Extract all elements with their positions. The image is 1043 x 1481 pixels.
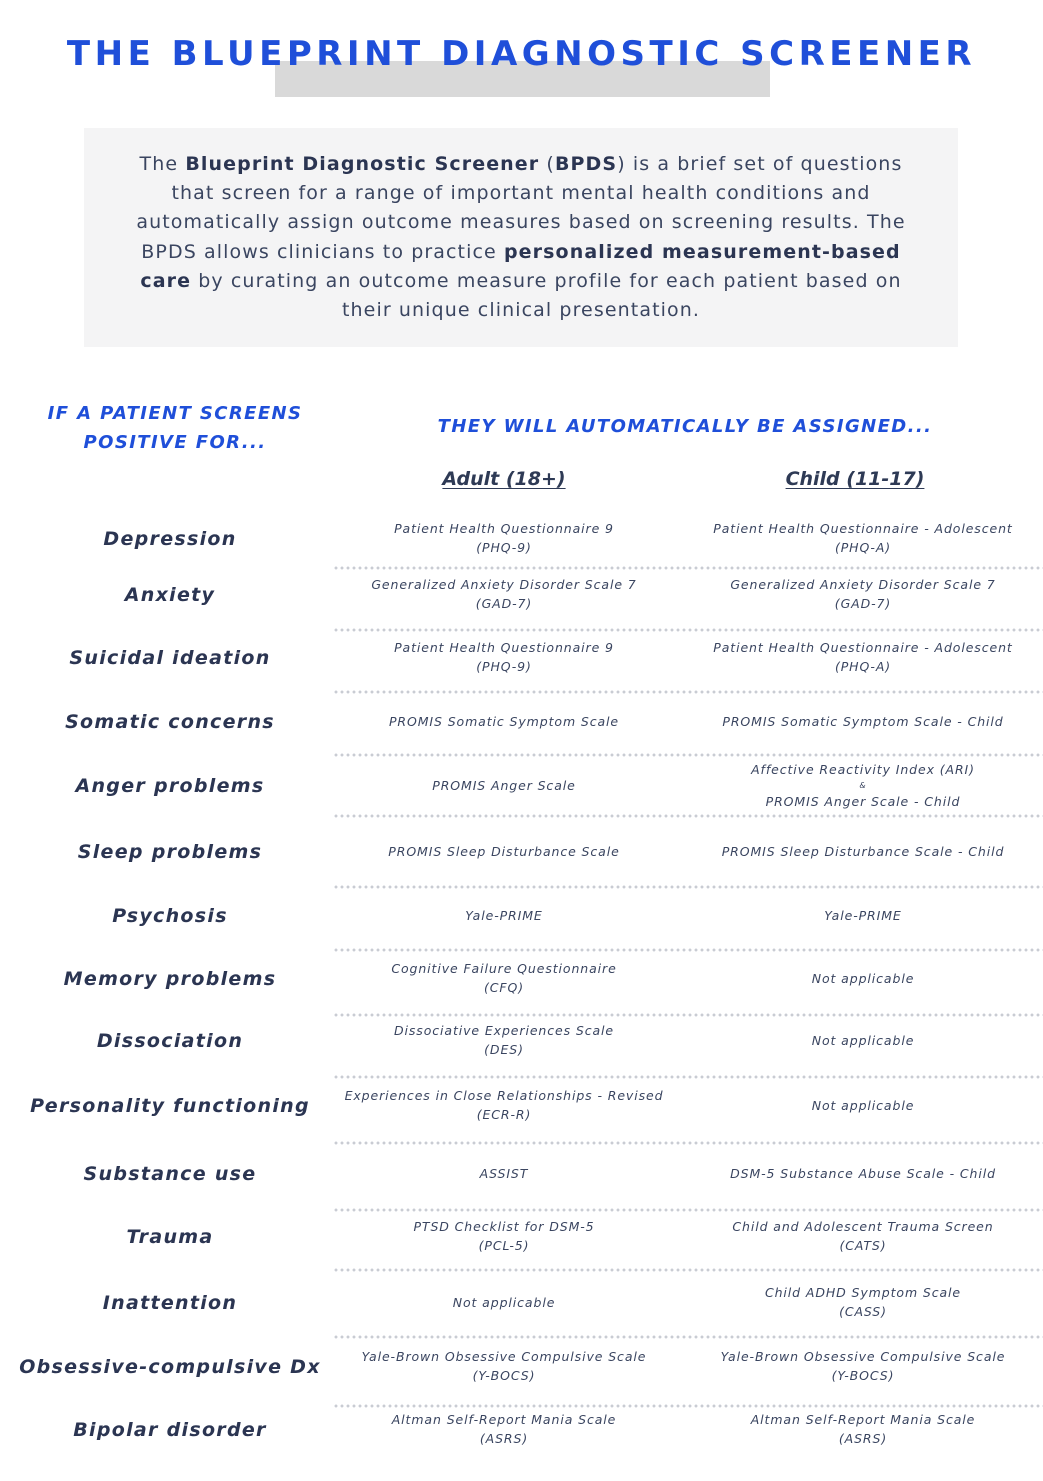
adult-measure-abbreviation: (PHQ-9) <box>476 659 532 674</box>
adult-measure-name: PROMIS Sleep Disturbance Scale <box>388 844 620 859</box>
condition-label: Inattention <box>102 1292 238 1314</box>
row-separator <box>333 1404 1043 1408</box>
adult-measure-name: Generalized Anxiety Disorder Scale 7 <box>371 577 637 592</box>
condition-label: Sleep problems <box>77 841 263 863</box>
adult-measure-cell <box>324 776 684 795</box>
condition-label: Bipolar disorder <box>73 1419 267 1441</box>
child-measure-name: Not applicable <box>811 1033 915 1048</box>
child-measure-cell <box>683 1031 1043 1050</box>
condition-label: Obsessive-compulsive Dx <box>19 1356 321 1378</box>
adult-measure-name: Dissociative Experiences Scale <box>393 1023 615 1038</box>
adult-measure-name: Yale-Brown Obsessive Compulsive Scale <box>361 1349 647 1364</box>
adult-measure-abbreviation: (ASRS) <box>479 1431 529 1446</box>
adult-measure-name: Patient Health Questionnaire 9 <box>394 521 614 536</box>
intro-text-2: ( <box>539 153 555 175</box>
adult-measure-cell <box>324 1217 684 1255</box>
condition-label: Depression <box>103 528 237 550</box>
condition-label: Memory problems <box>63 968 277 990</box>
adult-measure-cell <box>324 519 684 557</box>
row-separator <box>333 690 1043 694</box>
child-measure-abbreviation: (GAD-7) <box>834 596 892 611</box>
child-measure-cell <box>683 712 1043 731</box>
row-separator <box>333 566 1043 570</box>
row-separator <box>333 1268 1043 1272</box>
row-separator <box>333 1141 1043 1145</box>
child-measure-cell <box>683 1410 1043 1448</box>
child-measure-name: Child ADHD Symptom Scale <box>764 1285 962 1300</box>
row-separator <box>333 1075 1043 1079</box>
child-measure-abbreviation: (CATS) <box>839 1238 887 1253</box>
child-measure-cell <box>683 1096 1043 1115</box>
child-measure-name: Not applicable <box>811 1098 915 1113</box>
adult-measure-cell <box>324 1086 684 1124</box>
child-measure-abbreviation: (CASS) <box>839 1304 887 1319</box>
adult-measure-abbreviation: (PCL-5) <box>478 1238 530 1253</box>
adult-measure-abbreviation: (GAD-7) <box>475 596 533 611</box>
intro-bold-bpds: BPDS <box>554 153 618 175</box>
assignment-column-header: THEY WILL AUTOMATICALLY BE ASSIGNED... <box>437 416 933 437</box>
adult-measure-abbreviation: (DES) <box>484 1042 524 1057</box>
adult-measure-cell <box>324 1293 684 1312</box>
adult-measure-cell <box>324 1021 684 1059</box>
child-measure-cell <box>683 1164 1043 1183</box>
adult-measure-cell <box>324 1410 684 1448</box>
condition-header-line-2: POSITIVE FOR... <box>83 432 267 453</box>
adult-measure-name: PROMIS Anger Scale <box>432 778 576 793</box>
row-separator <box>333 628 1043 632</box>
child-measure-name: Generalized Anxiety Disorder Scale 7 <box>730 577 996 592</box>
child-measure-cell <box>683 519 1043 557</box>
adult-column-header: Adult (18+) <box>442 468 566 490</box>
ampersand: & <box>859 781 867 790</box>
condition-column-header <box>40 399 310 457</box>
child-column-header: Child (11-17) <box>785 468 925 490</box>
child-measure-name: PROMIS Somatic Symptom Scale - Child <box>722 714 1004 729</box>
child-measure-name: Child and Adolescent Trauma Screen <box>732 1219 994 1234</box>
child-measure-name: Altman Self-Report Mania Scale <box>750 1412 976 1427</box>
intro-text-3: ) is a brief set of questions that screen for a range of important mental health conditions and automatically assign outcome measures based on screening results. The BPDS allows clinicians to practice <box>136 153 906 263</box>
condition-label: Dissociation <box>96 1030 244 1052</box>
adult-measure-cell <box>324 575 684 613</box>
intro-box <box>84 128 958 347</box>
child-measure-name: Yale-Brown Obsessive Compulsive Scale <box>720 1349 1006 1364</box>
adult-measure-name: Cognitive Failure Questionnaire <box>391 961 617 976</box>
row-separator <box>333 885 1043 889</box>
child-measure-abbreviation: (ASRS) <box>838 1431 888 1446</box>
child-measure-name: DSM-5 Substance Abuse Scale - Child <box>730 1166 996 1181</box>
child-measure-abbreviation: PROMIS Anger Scale - Child <box>765 794 961 809</box>
child-measure-cell <box>683 1347 1043 1385</box>
intro-paragraph <box>124 150 918 325</box>
condition-label: Somatic concerns <box>65 711 275 733</box>
child-measure-cell <box>683 760 1043 811</box>
adult-measure-name: PROMIS Somatic Symptom Scale <box>388 714 620 729</box>
child-measure-cell <box>683 842 1043 861</box>
row-separator <box>333 1013 1043 1017</box>
condition-label: Trauma <box>126 1226 214 1248</box>
child-measure-abbreviation: (PHQ-A) <box>834 540 892 555</box>
adult-measure-cell <box>324 638 684 676</box>
adult-measure-name: Experiences in Close Relationships - Revised <box>344 1088 664 1103</box>
condition-label: Psychosis <box>112 905 228 927</box>
adult-measure-cell <box>324 712 684 731</box>
adult-measure-cell <box>324 1347 684 1385</box>
title-area <box>0 0 1043 110</box>
child-measure-name: PROMIS Sleep Disturbance Scale - Child <box>721 844 1005 859</box>
adult-measure-name: Patient Health Questionnaire 9 <box>394 640 614 655</box>
child-measure-name: Yale-PRIME <box>824 908 902 923</box>
child-measure-abbreviation: (PHQ-A) <box>834 659 892 674</box>
adult-measure-abbreviation: (ECR-R) <box>476 1107 532 1122</box>
child-measure-name: Affective Reactivity Index (ARI) <box>751 762 975 777</box>
intro-text-1: The <box>139 153 186 175</box>
row-separator <box>333 753 1043 757</box>
child-measure-cell <box>683 575 1043 613</box>
intro-bold-bpds-name: Blueprint Diagnostic Screener <box>185 153 540 175</box>
condition-label: Personality functioning <box>30 1095 310 1117</box>
row-separator <box>333 1208 1043 1212</box>
condition-label: Substance use <box>83 1163 257 1185</box>
child-measure-cell <box>683 1283 1043 1321</box>
row-separator <box>333 948 1043 952</box>
adult-measure-cell <box>324 842 684 861</box>
adult-measure-abbreviation: (CFQ) <box>483 980 524 995</box>
child-measure-cell <box>683 1217 1043 1255</box>
condition-label: Suicidal ideation <box>69 647 271 669</box>
adult-measure-cell <box>324 959 684 997</box>
condition-label: Anger problems <box>75 775 265 797</box>
child-measure-name: Patient Health Questionnaire - Adolescent <box>713 521 1013 536</box>
condition-header-line-1: IF A PATIENT SCREENS <box>47 403 303 424</box>
adult-measure-name: ASSIST <box>479 1166 529 1181</box>
row-separator <box>333 814 1043 818</box>
page-title: THE BLUEPRINT DIAGNOSTIC SCREENER <box>66 34 977 74</box>
child-measure-name: Patient Health Questionnaire - Adolescent <box>713 640 1013 655</box>
row-separator <box>333 1335 1043 1339</box>
child-measure-name: Not applicable <box>811 971 915 986</box>
adult-measure-name: Not applicable <box>452 1295 556 1310</box>
adult-measure-cell <box>324 1164 684 1183</box>
adult-measure-name: Altman Self-Report Mania Scale <box>391 1412 617 1427</box>
adult-measure-name: PTSD Checklist for DSM-5 <box>413 1219 595 1234</box>
condition-label: Anxiety <box>124 584 216 606</box>
child-measure-cell <box>683 969 1043 988</box>
child-measure-abbreviation: (Y-BOCS) <box>831 1368 895 1383</box>
adult-measure-abbreviation: (Y-BOCS) <box>472 1368 536 1383</box>
adult-measure-name: Yale-PRIME <box>465 908 543 923</box>
child-measure-cell <box>683 638 1043 676</box>
intro-bold-personalized-care: personalized measurement-based care <box>140 240 901 292</box>
adult-measure-cell <box>324 906 684 925</box>
adult-measure-abbreviation: (PHQ-9) <box>476 540 532 555</box>
intro-text-4: by curating an outcome measure profile for each patient based on their unique clinical presentation. <box>191 269 902 322</box>
child-measure-cell <box>683 906 1043 925</box>
